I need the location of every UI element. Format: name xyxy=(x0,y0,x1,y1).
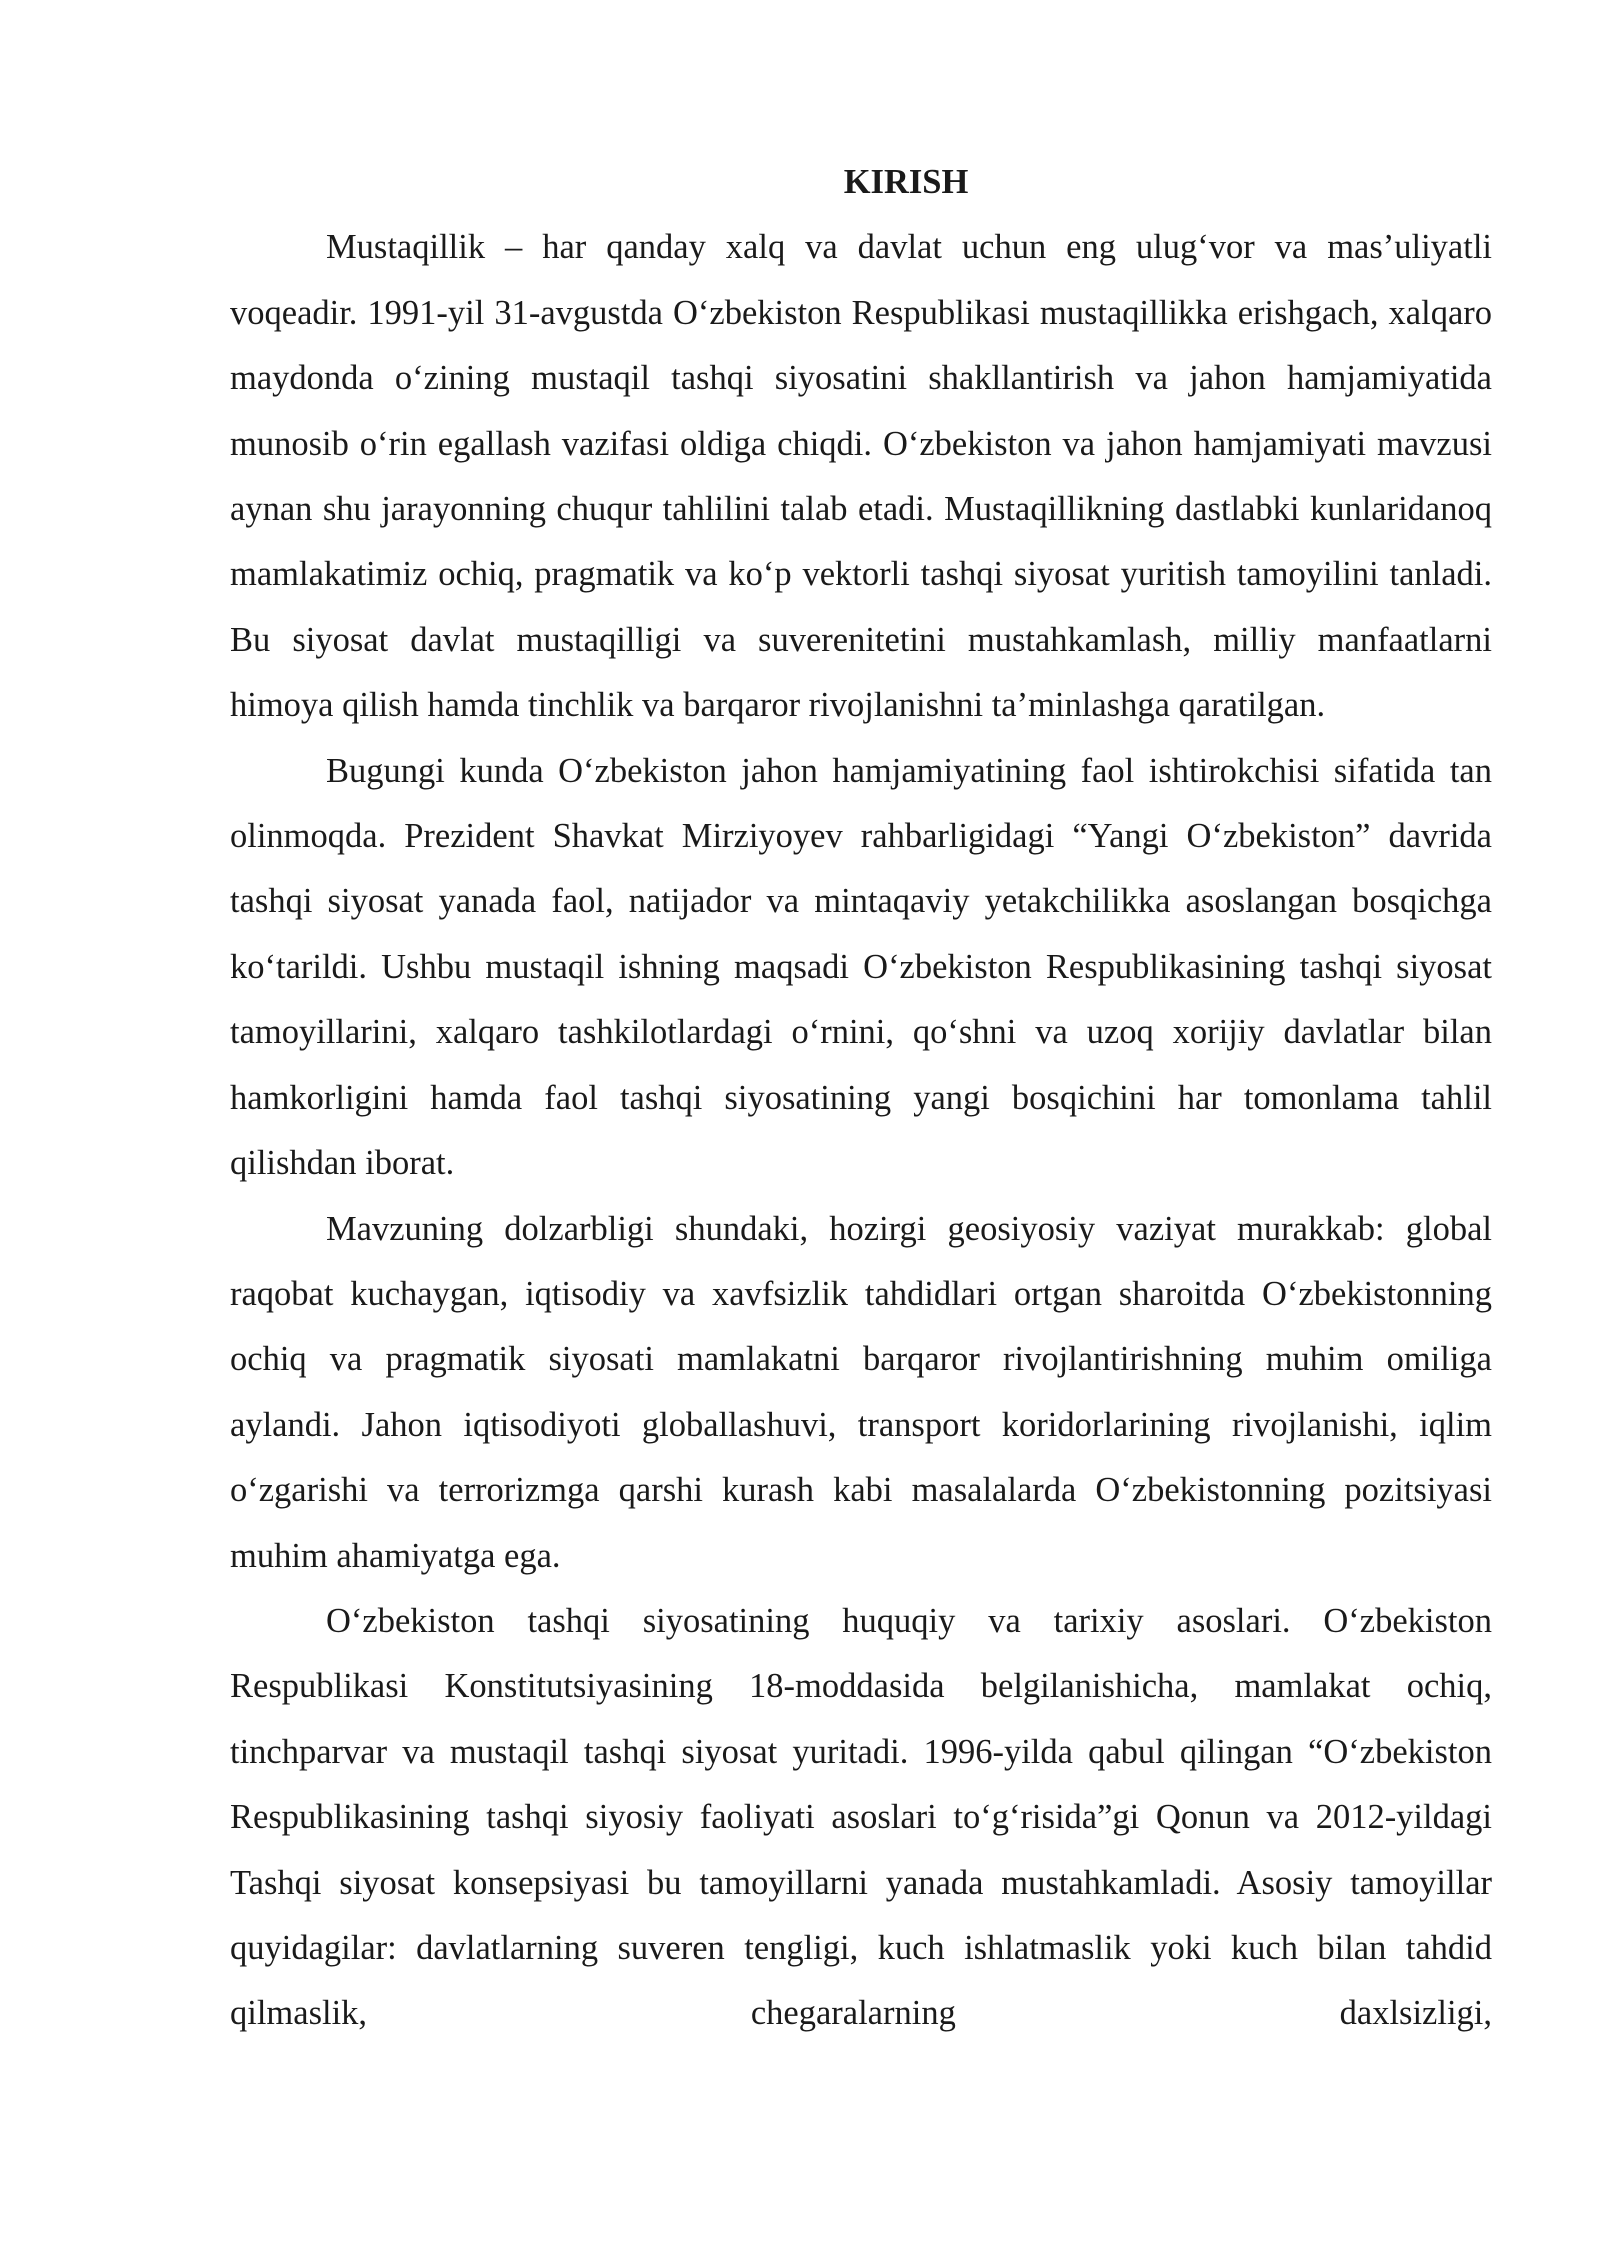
paragraph-2: Bugungi kunda O‘zbekiston jahon hamjamiyatining faol ishtirokchisi sifatida tan olinmoqda. Prezident Shavkat Mirziyoyev rahbarligidagi “Yangi O‘zbekiston” davrida tashqi siyosat yanada faol, natijador va mintaqaviy yetakchilikka asoslangan bosqichga ko‘tarildi. Ushbu mustaqil ishning maqsadi O‘zbekiston Respublikasining tashqi siyosat tamoyillarini, xalqaro tashkilotlardagi o‘rnini, qo‘shni va uzoq xorijiy davlatlar bilan hamkorligini hamda faol tashqi siyosatining yangi bosqichini har tomonlama tahlil qilishdan iborat. xyxy=(230,751,1492,1183)
paragraph-4: O‘zbekiston tashqi siyosatining huquqiy va tarixiy asoslari. O‘zbekiston Respublikasi Konstitutsiyasining 18-moddasida belgilanishicha, mamlakat ochiq, tinchparvar va mustaqil tashqi siyosat yuritadi. 1996-yilda qabul qilingan “O‘zbekiston Respublikasining tashqi siyosiy faoliyati asoslari to‘g‘risida”gi Qonun va 2012-yildagi Tashqi siyosat konsepsiyasi bu tamoyillarni yanada mustahkamladi. Asosiy tamoyillar quyidagilar: davlatlarning suveren tengligi, kuch ishlatmaslik yoki kuch bilan tahdid qilmaslik, chegaralarning daxlsizligi, xyxy=(230,1601,1492,2033)
paragraph-3: Mavzuning dolzarbligi shundaki, hozirgi geosiyosiy vaziyat murakkab: global raqobat kuchaygan, iqtisodiy va xavfsizlik tahdidlari ortgan sharoitda O‘zbekistonning ochiq va pragmatik siyosati mamlakatni barqaror rivojlantirishning muhim omiliga aylandi. Jahon iqtisodiyoti globallashuvi, transport koridorlarining rivojlanishi, iqlim o‘zgarishi va terrorizmga qarshi kurash kabi masalalarda O‘zbekistonning pozitsiyasi muhim ahamiyatga ega. xyxy=(230,1209,1492,1575)
paragraph-1: Mustaqillik – har qanday xalq va davlat uchun eng ulug‘vor va mas’uliyatli voqeadir. 1991-yil 31-avgustda O‘zbekiston Respublikasi mustaqillikka erishgach, xalqaro maydonda o‘zining mustaqil tashqi siyosatini shakllantirish va jahon hamjamiyatida munosib o‘rin egallash vazifasi oldiga chiqdi. O‘zbekiston va jahon hamjamiyati mavzusi aynan shu jarayonning chuqur tahlilini talab etadi. Mustaqillikning dastlabki kunlaridanoq mamlakatimiz ochiq, pragmatik va ko‘p vektorli tashqi siyosat yuritish tamoyilini tanladi. Bu siyosat davlat mustaqilligi va suverenitetini mustahkamlash, milliy manfaatlarni himoya qilish hamda tinchlik va barqaror rivojlanishni ta’minlashga qaratilgan. xyxy=(230,228,1492,725)
document-page xyxy=(230,150,1492,2047)
document-title: KIRISH xyxy=(843,163,969,201)
